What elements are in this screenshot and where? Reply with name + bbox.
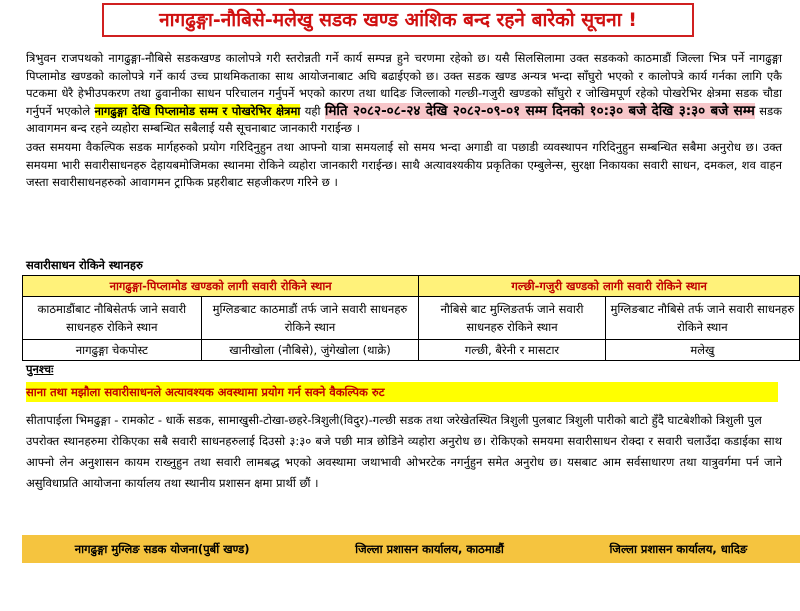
group-galchhi-gajuri: गल्छी-गजुरी खण्डको लागी सवारी रोकिने स्थान [419,276,800,297]
notice-title: नागढुङ्गा-नौबिसे-मलेखु सडक खण्ड आंशिक बन्द रहने बारेको सूचना ! [102,3,694,37]
issuer-dao-kathmandu: जिल्ला प्रशासन कार्यालय, काठमाडौं [355,541,504,556]
paragraph-main-text: त्रिभुवन राजपथको नागढुङ्गा-नौबिसे सडकखण्ड कालोपत्रे गरी स्तरोन्नती गर्ने कार्य सम्पन्न हुने चरणमा रहेको छ। यसै सिलसिलामा उक्त सडकको काठमाडौं जिल्ला भित्र पर्ने नागढुङ्गा पिप्लामोड खण्डको कालोपत्रे गर्ने कार्य उच्च प्राथमिकताका साथ आयोजनाबाट अघि बढाईएको छ। उक्त सडक खण्ड अन्यत्र भन्दा साँघुरो भएको र कालोपत्रे कार्य गर्नका लागि एकै पटकमा धेरै हेभीउपकरण तथा ढुवानीका साधन परिचालन गर्नुपर्ने भएको कारण तथा धादिङ जिल्लाको गल्छी-गजुरी खण्डको साँघुरो र जोखिमपूर्ण रहेको पोखरेभिर क्षेत्रमा सडक चौडा गर्नुपर्ने भएकोले [26,51,782,118]
table-header-cell: मुग्लिङबाट काठमाडौं तर्फ जाने सवारी साधनहरु रोकिने स्थान [201,297,419,340]
closure-date-highlight: मिति २०८२-०८-२४ देखि २०८२-०९-०१ सम्म दिनको १०:३० बजे देखि ३:३० बजे सम्म [324,102,755,119]
table-header-cell: काठमाडौंबाट नौबिसेतर्फ जाने सवारी साधनहरु रोकिने स्थान [23,297,202,340]
table-cell: मलेखु [605,340,799,361]
alt-route-body [26,410,782,494]
alt-route-heading: साना तथा मझौला सवारीसाधनले अत्यावश्यक अवस्थामा प्रयोग गर्न सक्ने वैकल्पिक रुट [26,382,778,402]
paragraph-main [26,50,782,138]
word-yahi: यही [300,103,325,118]
group-nagdhunga-piplamod: नागढुङ्गा-पिप्लामोड खण्डको लागी सवारी रोकिने स्थान [23,276,419,297]
closure-location-highlight: नागढुङ्गा देखि पिप्लामोड सम्म र पोखरेभिर क्षेत्रमा [94,103,301,118]
table-cell: गल्छी, बैरेनी र मासटार [419,340,605,361]
issuer-project-office: नागढुङ्गा मुग्लिङ सडक योजना(पुर्बी खण्ड) [74,541,250,556]
closing-text: उपरोक्त स्थानहरुमा रोकिएका सबै सवारी साधनहरुलाई दिउसो ३:३० बजे पछी मात्र छोडिने व्यहोरा अनुरोध छ। रोकिएको समयमा सवारीसाधन रोक्दा र सवारी चलाउँदा कडाईका साथ आफ्नो लेन अनुशासन कायम राख्नुहुन तथा सवारी लामबद्ध भएको अवस्थामा जथाभावी ओभरटेक नगर्नुहुन समेत अनुरोध छ। यसबाट आम सर्वसाधारण तथा यात्रुवर्गमा पर्न जाने असुविधाप्रति आयोजना कार्यालय तथा स्थानीय प्रशासन क्षमा प्रार्थी छौं । [26,434,782,490]
paragraph-alternatives: उक्त समयमा वैकल्पिक सडक मार्गहरुको प्रयोग गरिदिनुहुन तथा आफ्नो यात्रा समयलाई सो समय भन्दा अगाडी वा पछाडी व्यवस्थापन गरिदिनुहुन सम्बन्धित सबैमा अनुरोध छ। उक्त समयमा भारी सवारीसाधनहरु देहायबमोजिमका स्थानमा रोकिने व्यहोरा जानकारी गराईन्छ। साथै अत्यावश्यकीय प्रकृतिका एम्बुलेन्स, सुरक्षा निकायका सवारी साधन, दमकल, शव वाहन जस्ता सवारीसाधनहरुको आवागमन ट्राफिक प्रहरीबाट सहजीकरण गरिने छ । [26,139,782,190]
table-header-cell: नौबिसे बाट मुग्लिङतर्फ जाने सवारी साधनहरु रोकिने स्थान [419,297,605,340]
table-cell: नागढुङ्गा चेकपोस्ट [23,340,202,361]
table-header-row [23,297,800,340]
notice-body [26,50,782,193]
stops-heading: सवारीसाधन रोकिने स्थानहरु [26,258,143,272]
table-cell: खानीखोला (नौबिसे), जुंगेखोला (थाक्रे) [201,340,419,361]
postscript-label: पुनश्चः [26,362,54,376]
alt-route-text: सीतापाईला भिमढुङ्गा - रामकोट - धार्के सडक, सामाखुसी-टोखा-छहरे-त्रिशुली(विदुर)-गल्छी सडक तथा जरेखेतस्थित त्रिशुली पुलबाट त्रिशुली पारीको बाटो हुँदै घाटबेशीको त्रिशुली पुल [26,413,762,427]
table-header-cell: मुग्लिङबाट नौबिसे तर्फ जाने सवारी साधनहरु रोकिने स्थान [605,297,799,340]
issuer-footer [22,535,800,563]
paragraph-main-end: सडक आवागमन बन्द रहने व्यहोरा सम्बन्धित सबैलाई यसै सूचनाबाट जानकारी गराईन्छ । [26,103,782,136]
issuer-dao-dhading: जिल्ला प्रशासन कार्यालय, धादिङ [609,541,748,556]
table-group-row [23,276,800,297]
stops-table [22,275,800,361]
table-row [23,340,800,361]
